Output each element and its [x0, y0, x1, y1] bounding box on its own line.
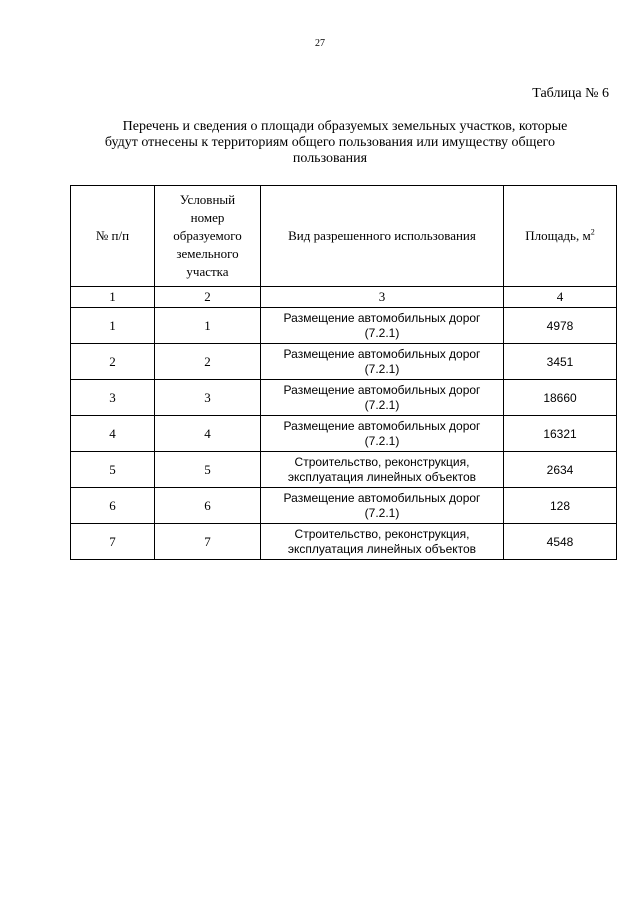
row-area: 3451 — [504, 344, 617, 380]
use-line-1: Размещение автомобильных дорог — [283, 310, 481, 325]
row-conditional-number: 3 — [155, 380, 261, 416]
column-numbers-row — [71, 287, 617, 308]
row-conditional-number: 4 — [155, 416, 261, 452]
row-permitted-use — [261, 308, 504, 344]
use-line-1: Строительство, реконструкция, — [294, 454, 470, 469]
row-permitted-use — [261, 416, 504, 452]
row-conditional-number: 1 — [155, 308, 261, 344]
column-number: 1 — [71, 287, 155, 308]
row-area: 16321 — [504, 416, 617, 452]
title-line-2: будут отнесены к территориям общего пользования или имуществу общего — [104, 135, 556, 150]
use-line-1: Размещение автомобильных дорог — [283, 418, 481, 433]
header-conditional-number — [155, 186, 261, 287]
header-cond-line: номер — [190, 210, 225, 225]
title-line-3: пользования — [292, 151, 368, 166]
table-row — [71, 488, 617, 524]
use-line-2: (7.2.1) — [364, 505, 400, 520]
header-cond-line: участка — [186, 264, 229, 279]
row-permitted-use — [261, 344, 504, 380]
row-num: 6 — [71, 488, 155, 524]
row-conditional-number: 2 — [155, 344, 261, 380]
use-line-2: эксплуатация линейных объектов — [287, 541, 477, 556]
use-line-1: Размещение автомобильных дорог — [283, 346, 481, 361]
document-title — [80, 119, 580, 167]
table-row — [71, 416, 617, 452]
header-cond-line: Условный — [179, 192, 236, 207]
row-area: 4548 — [504, 524, 617, 560]
table-row — [71, 308, 617, 344]
row-num: 5 — [71, 452, 155, 488]
row-conditional-number: 5 — [155, 452, 261, 488]
column-number: 2 — [155, 287, 261, 308]
use-line-1: Строительство, реконструкция, — [294, 526, 470, 541]
row-num: 2 — [71, 344, 155, 380]
table-label: Таблица № 6 — [532, 86, 609, 101]
header-area-sup: 2 — [590, 227, 595, 237]
row-area: 4978 — [504, 308, 617, 344]
table-row — [71, 380, 617, 416]
use-line-2: эксплуатация линейных объектов — [287, 469, 477, 484]
use-line-1: Размещение автомобильных дорог — [283, 490, 481, 505]
row-permitted-use — [261, 524, 504, 560]
title-line-1: Перечень и сведения о площади образуемых земельных участков, которые — [122, 119, 568, 134]
page-number: 27 — [315, 38, 325, 49]
use-line-2: (7.2.1) — [364, 361, 400, 376]
table-row — [71, 452, 617, 488]
row-area: 128 — [504, 488, 617, 524]
use-line-2: (7.2.1) — [364, 325, 400, 340]
use-line-2: (7.2.1) — [364, 397, 400, 412]
header-permitted-use: Вид разрешенного использования — [261, 186, 504, 287]
header-area — [504, 186, 617, 287]
land-plots-table — [70, 185, 617, 560]
row-permitted-use — [261, 452, 504, 488]
row-num: 3 — [71, 380, 155, 416]
row-conditional-number: 7 — [155, 524, 261, 560]
table-row — [71, 524, 617, 560]
column-number: 4 — [504, 287, 617, 308]
header-num: № п/п — [71, 186, 155, 287]
header-cond-line: образуемого — [173, 228, 242, 243]
use-line-1: Размещение автомобильных дорог — [283, 382, 481, 397]
use-line-2: (7.2.1) — [364, 433, 400, 448]
row-num: 7 — [71, 524, 155, 560]
row-conditional-number: 6 — [155, 488, 261, 524]
table-header-row — [71, 186, 617, 287]
column-number: 3 — [261, 287, 504, 308]
row-num: 4 — [71, 416, 155, 452]
row-num: 1 — [71, 308, 155, 344]
row-permitted-use — [261, 380, 504, 416]
header-area-label: Площадь, м — [525, 228, 591, 243]
header-cond-line: земельного — [176, 246, 239, 261]
row-permitted-use — [261, 488, 504, 524]
row-area: 18660 — [504, 380, 617, 416]
row-area: 2634 — [504, 452, 617, 488]
table-row — [71, 344, 617, 380]
